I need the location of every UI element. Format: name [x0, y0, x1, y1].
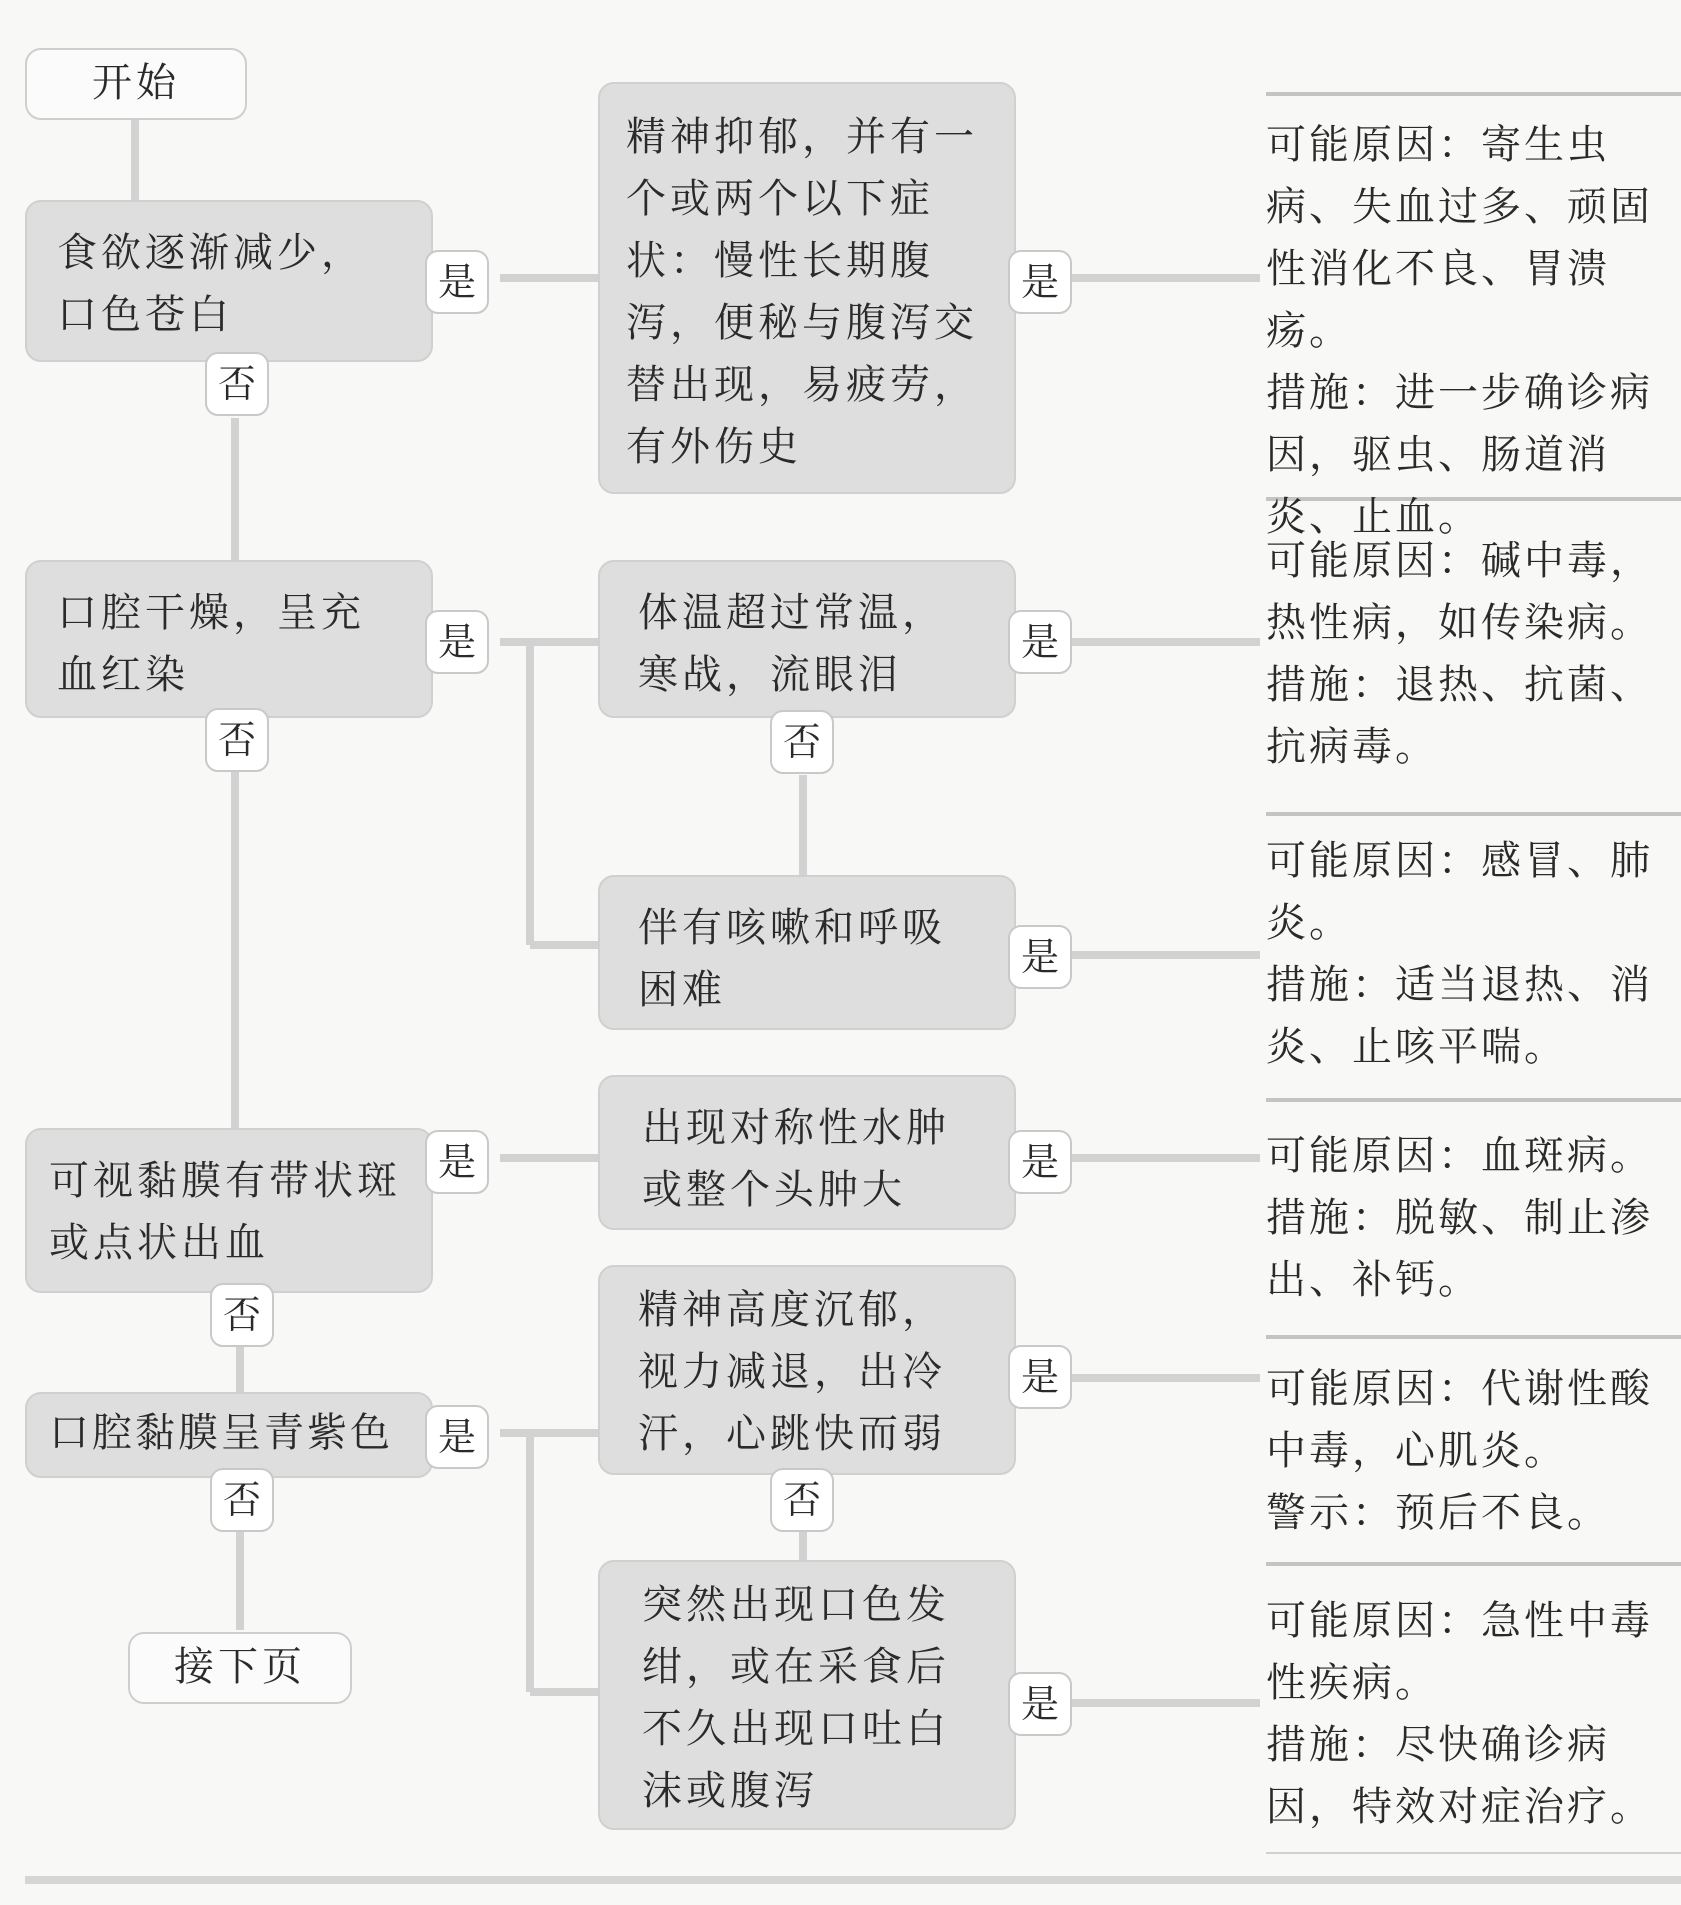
result-3-action: 措施：适当退热、消炎、止咳平喘。	[1266, 962, 1653, 1070]
no-tag-q3: 否	[210, 1283, 274, 1347]
result-1-action: 措施：进一步确诊病因，驱虫、肠道消炎、止血。	[1266, 370, 1653, 540]
result-6	[1266, 1590, 1681, 1845]
result-rule-2	[1266, 812, 1681, 816]
yes-tag-q2: 是	[425, 610, 489, 674]
result-rule-top	[1266, 92, 1681, 96]
no-tag-q2: 否	[205, 708, 269, 772]
result-rule-5	[1266, 1562, 1681, 1566]
result-3-cause: 可能原因：感冒、肺炎。	[1266, 838, 1653, 946]
footer-rule	[25, 1876, 1681, 1884]
result-3	[1266, 830, 1681, 1090]
middle-question-4: 出现对称性水肿或整个头肿大	[598, 1075, 1016, 1230]
yes-tag-m2: 是	[1008, 610, 1072, 674]
result-rule-bottom	[1266, 1852, 1681, 1854]
no-tag-q1: 否	[205, 352, 269, 416]
result-rule-3	[1266, 1098, 1681, 1102]
yes-tag-q3: 是	[425, 1130, 489, 1194]
no-tag-m5: 否	[770, 1468, 834, 1532]
left-question-4: 口腔黏膜呈青紫色	[25, 1392, 433, 1478]
start-terminal: 开始	[25, 48, 247, 120]
result-6-action: 措施：尽快确诊病因，特效对症治疗。	[1266, 1722, 1653, 1830]
yes-tag-q1: 是	[425, 250, 489, 314]
left-question-1: 食欲逐渐减少，口色苍白	[25, 200, 433, 362]
middle-question-3: 伴有咳嗽和呼吸困难	[598, 875, 1016, 1030]
middle-question-5: 精神高度沉郁，视力减退，出冷汗，心跳快而弱	[598, 1265, 1016, 1475]
yes-tag-m4: 是	[1008, 1130, 1072, 1194]
result-1-cause: 可能原因：寄生虫病、失血过多、顽固性消化不良、胃溃疡。	[1266, 122, 1653, 354]
yes-tag-m3: 是	[1008, 925, 1072, 989]
middle-question-1: 精神抑郁，并有一个或两个以下症状：慢性长期腹泻，便秘与腹泻交替出现，易疲劳，有外伤史	[598, 82, 1016, 494]
no-tag-q4: 否	[210, 1468, 274, 1532]
left-question-3: 可视黏膜有带状斑或点状出血	[25, 1128, 433, 1293]
yes-tag-m1: 是	[1008, 250, 1072, 314]
result-2	[1266, 530, 1681, 800]
middle-question-2: 体温超过常温，寒战，流眼泪	[598, 560, 1016, 718]
yes-tag-m6: 是	[1008, 1672, 1072, 1736]
result-4-cause: 可能原因：血斑病。	[1266, 1133, 1653, 1179]
result-4	[1266, 1125, 1681, 1325]
result-1	[1266, 114, 1681, 540]
result-2-cause: 可能原因：碱中毒，热性病，如传染病。	[1266, 538, 1653, 646]
yes-tag-m5: 是	[1008, 1345, 1072, 1409]
middle-question-6: 突然出现口色发绀，或在采食后不久出现口吐白沫或腹泻	[598, 1560, 1016, 1830]
result-5-action: 警示：预后不良。	[1266, 1490, 1610, 1536]
no-tag-m2: 否	[770, 710, 834, 774]
left-question-2: 口腔干燥，呈充血红染	[25, 560, 433, 718]
result-5	[1266, 1358, 1681, 1553]
result-6-cause: 可能原因：急性中毒性疾病。	[1266, 1598, 1653, 1706]
continue-terminal: 接下页	[128, 1632, 352, 1704]
result-5-cause: 可能原因：代谢性酸中毒，心肌炎。	[1266, 1366, 1653, 1474]
result-rule-4	[1266, 1335, 1681, 1339]
result-4-action: 措施：脱敏、制止渗出、补钙。	[1266, 1195, 1653, 1303]
yes-tag-q4: 是	[425, 1405, 489, 1469]
result-2-action: 措施：退热、抗菌、抗病毒。	[1266, 662, 1653, 770]
